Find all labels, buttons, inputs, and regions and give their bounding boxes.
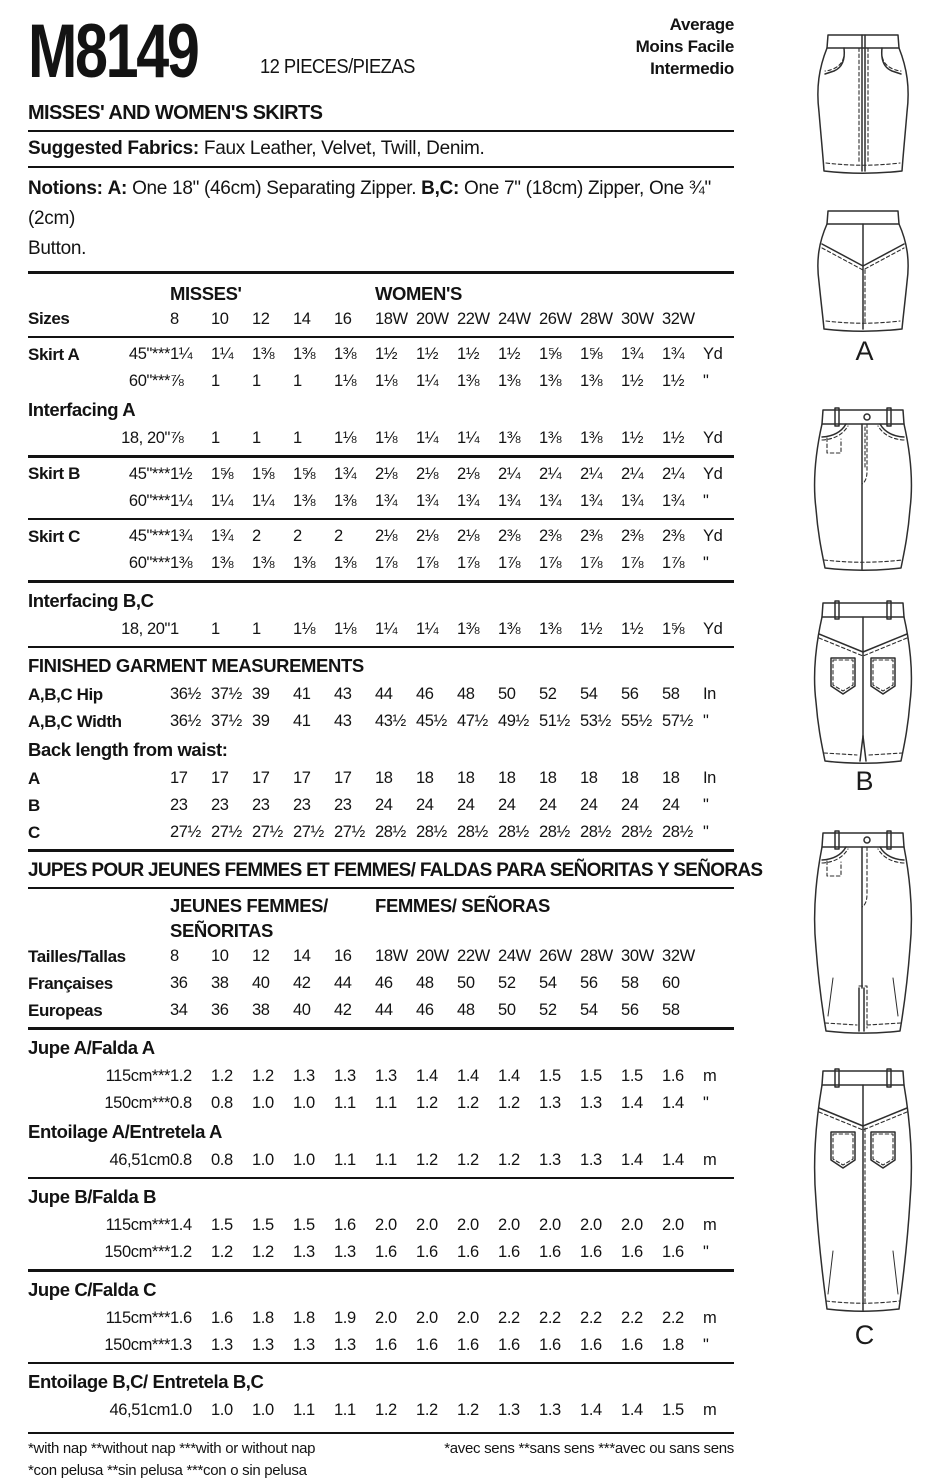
section-row-interfacing-a: Interfacing A [28,399,136,420]
data-row-46-51cm: 46,51cm 0.8 0.8 1.0 1.0 1.1 1.1 1.2 1.2 1.2 1.3 1.3 1.4 1.4 m [109,1150,717,1169]
data-row-115cm: 115cm*** 1.6 1.6 1.8 1.8 1.9 2.0 2.0 2.0 2.2 2.2 2.2 2.2 2.2 m [105,1308,717,1327]
data-row-skirt-c: Skirt C 45"*** 1¾ 1¾ 2 2 2 2⅛ 2⅛ 2⅛ 2⅜ 2⅜ 2⅜ 2⅜ 2⅜ Yd [28,526,723,546]
view-b-label: B [855,766,875,796]
data-row-60: 60"*** 1¼ 1¼ 1¼ 1⅜ 1⅜ 1¾ 1¾ 1¾ 1¾ 1¾ 1¾ 1¾ 1¾ " [128,491,709,510]
data-row-46-51cm: 46,51cm 1.0 1.0 1.0 1.1 1.1 1.2 1.2 1.2 1.3 1.3 1.4 1.4 1.5 m [109,1401,717,1419]
view-c-label: C [854,1320,876,1350]
data-row-60: 60"*** 1⅜ 1⅜ 1⅜ 1⅜ 1⅜ 1⅞ 1⅞ 1⅞ 1⅞ 1⅞ 1⅞ 1⅞ 1⅞ " [128,554,709,572]
section-row-interfacing-b-c: Interfacing B,C [28,589,154,611]
data-row-60: 60"*** ⅞ 1 1 1 1⅛ 1⅛ 1¼ 1⅜ 1⅜ 1⅜ 1⅜ 1½ 1½ " [128,372,709,390]
data-row-a-b-c-hip: A,B,C Hip 36½ 37½ 39 41 43 44 46 48 50 52 54 56 58 In [28,684,716,704]
skirt-a-front-drawing [812,30,914,176]
section-row-back-length-from-waist: Back length from waist: [28,739,228,760]
footnote-spanish: *con pelusa **sin pelusa ***con o sin pelusa [28,1462,307,1479]
data-row-tailles-tallas: Tailles/Tallas 8 10 12 14 16 18W 20W 22W 24W 26W 28W 30W 32W [28,946,695,966]
footnote-english: *with nap **without nap ***with or without nap [28,1440,316,1457]
fabrics-label: Suggested Fabrics: [28,138,199,159]
table-rule [28,515,734,524]
page-title: MISSES' AND WOMEN'S SKIRTS [28,96,734,132]
imperial-yardage-table [28,268,734,855]
data-row-150cm: 150cm*** 1.2 1.2 1.2 1.3 1.3 1.6 1.6 1.6 1.6 1.6 1.6 1.6 1.6 " [104,1243,709,1261]
table-rule [28,1024,734,1033]
section-row-jupe-c-falda-c: Jupe C/Falda C [28,1278,157,1300]
difficulty-french: Moins Facile [635,37,734,56]
data-row-150cm: 150cm*** 0.8 0.8 1.0 1.0 1.1 1.1 1.2 1.2 1.2 1.3 1.3 1.4 1.4 " [104,1093,709,1112]
metric-yardage-table [28,889,734,1424]
table-rule [28,577,734,586]
footnote-french: *avec sens **sans sens ***avec ou sans sens [444,1440,734,1457]
skirt-a-back-drawing [812,206,914,334]
data-row-a: A 17 17 17 17 17 18 18 18 18 18 18 18 18 In [28,768,716,788]
notions-label: Notions: [28,178,103,199]
notions-a-label: A: [107,178,128,199]
fabrics-text: Faux Leather, Velvet, Twill, Denim. [203,138,485,159]
data-row-skirt-b: Skirt B 45"*** 1½ 1⅝ 1⅝ 1⅝ 1¾ 2⅛ 2⅛ 2⅛ 2¼ 2¼ 2¼ 2¼ 2¼ Yd [28,464,723,483]
table-rule [28,846,734,855]
french-spanish-title: JUPES POUR JEUNES FEMMES ET FEMMES/ FALDAS PARA SEÑORITAS Y SEÑORAS [28,855,734,889]
data-row-c: C 27½ 27½ 27½ 27½ 27½ 28½ 28½ 28½ 28½ 28½ 28½ 28½ 28½ " [28,822,709,842]
table-rule [28,643,734,652]
skirt-illustrations [760,0,940,1403]
section-row-finished-garment-measurements: FINISHED GARMENT MEASUREMENTS [28,655,364,676]
data-row-18-20: 18, 20" 1 1 1 1⅛ 1⅛ 1¼ 1¼ 1⅜ 1⅜ 1⅜ 1½ 1½ 1⅝ Yd [121,619,723,638]
section-row-entoilage-b-c-entretela-b-c: Entoilage B,C/ Entretela B,C [28,1371,264,1392]
view-a-label: A [855,336,875,366]
data-row-115cm: 115cm*** 1.2 1.2 1.2 1.3 1.3 1.3 1.4 1.4 1.4 1.5 1.5 1.5 1.6 m [105,1066,717,1085]
main-content [28,0,763,1482]
skirt-c-front-drawing [809,828,917,1036]
size-group-header-row: MISSES' WOMEN'S [170,282,462,304]
pieces-count: 12 PIECES/PIEZAS [260,56,415,78]
table-rule [28,452,734,461]
notions-line2: Button. [28,238,87,259]
footnotes [28,1432,734,1482]
difficulty-levels [636,14,734,80]
data-row-skirt-a: Skirt A 45"*** 1¼ 1¼ 1⅜ 1⅜ 1⅜ 1½ 1½ 1½ 1½ 1⅝ 1⅝ 1¾ 1¾ Yd [28,344,723,364]
data-row-sizes: Sizes 8 10 12 14 16 18W 20W 22W 24W 26W 28W 30W 32W [28,309,695,328]
footnotes-left [28,1438,315,1482]
masthead [28,0,734,96]
data-row-fran-aises: Françaises 36 38 40 42 44 46 48 50 52 54 56 58 60 [28,973,680,993]
data-row-150cm: 150cm*** 1.3 1.3 1.3 1.3 1.3 1.6 1.6 1.6 1.6 1.6 1.6 1.6 1.8 " [104,1335,709,1354]
suggested-fabrics-line [28,132,734,168]
section-row-entoilage-a-entretela-a: Entoilage A/Entretela A [28,1120,222,1142]
table-rule [28,333,734,342]
notions-bc-text: One 7" (18cm) Zipper, One ¾" (2cm) [28,178,711,229]
notions-a-text: One 18" (46cm) Separating Zipper. [132,178,417,199]
notions-line [28,168,734,268]
table-rule [28,1174,734,1183]
skirt-c-back-drawing [809,1066,917,1314]
size-group-header-row: JEUNES FEMMES/ SEÑORITAS FEMMES/ SEÑORAS [170,895,550,941]
data-row-europeas: Europeas 34 36 38 40 42 44 46 48 50 52 54 56 58 [28,1000,680,1020]
skirt-b-front-drawing [809,405,917,573]
skirt-b-back-drawing [809,598,917,766]
table-rule [28,1359,734,1368]
table-rule [28,268,734,277]
data-row-18-20: 18, 20" ⅞ 1 1 1 1⅛ 1⅛ 1¼ 1¼ 1⅜ 1⅜ 1⅜ 1½ 1½ Yd [121,429,723,447]
notions-bc-label: B,C: [421,178,460,199]
section-row-jupe-a-falda-a: Jupe A/Falda A [28,1036,155,1058]
difficulty-english: Average [669,15,734,34]
data-row-b: B 23 23 23 23 23 24 24 24 24 24 24 24 24 " [28,795,709,815]
section-row-jupe-b-falda-b: Jupe B/Falda B [28,1186,157,1207]
difficulty-spanish: Intermedio [650,59,734,78]
data-row-115cm: 115cm*** 1.4 1.5 1.5 1.5 1.6 2.0 2.0 2.0 2.0 2.0 2.0 2.0 2.0 m [105,1216,717,1234]
table-rule [28,1266,734,1275]
data-row-a-b-c-width: A,B,C Width 36½ 37½ 39 41 43 43½ 45½ 47½ 49½ 51½ 53½ 55½ 57½ " [28,711,709,731]
pattern-number: M8149 [28,9,198,94]
